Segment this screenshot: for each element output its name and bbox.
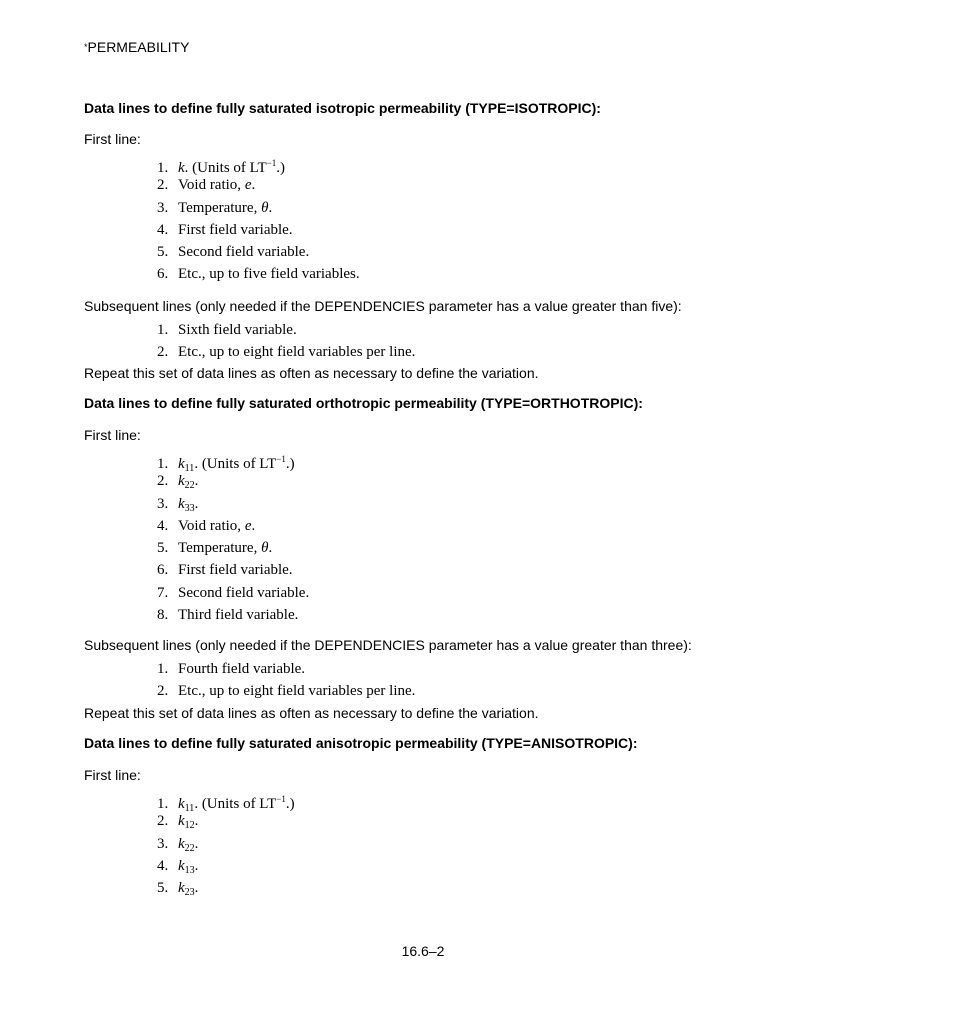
list-item (157, 319, 415, 341)
list-item (157, 197, 360, 219)
list-item (157, 493, 309, 515)
item-number: 6. (157, 266, 169, 283)
first-line-label-anisotropic: First line: (84, 767, 141, 783)
item-units: (Units of LT (198, 456, 277, 472)
item-number: 4. (157, 857, 169, 874)
item-superscript: −1 (276, 454, 286, 464)
item-text: . (251, 177, 256, 194)
page-number: 16.6–2 (401, 943, 445, 959)
list-item (157, 559, 309, 581)
list-item (157, 515, 309, 537)
list-item (157, 537, 309, 559)
item-text: Etc., up to eight field variables per line. (178, 344, 416, 361)
first-line-label-isotropic: First line: (84, 131, 141, 147)
list-item (157, 788, 295, 814)
item-text: Temperature, (178, 540, 262, 557)
list-orthotropic-subsequent (157, 658, 415, 703)
list-item (157, 855, 295, 877)
item-text: First field variable. (178, 221, 293, 238)
list-item (157, 241, 360, 263)
item-text: . (251, 517, 256, 534)
item-subscript: 22 (184, 842, 195, 854)
subsequent-label-isotropic: Subsequent lines (only needed if the DEPENDENCIES parameter has a value greater than five): (84, 298, 682, 314)
item-text: . (268, 540, 273, 557)
running-header (84, 39, 189, 55)
item-units: (Units of LT (198, 796, 277, 812)
item-subscript: 11 (184, 803, 195, 814)
list-item (157, 152, 360, 174)
list-item (157, 658, 415, 680)
item-number: 5. (157, 244, 169, 261)
item-number: 1. (157, 160, 169, 176)
list-item (157, 680, 415, 702)
item-text: . (194, 456, 199, 472)
item-units: .) (285, 796, 295, 812)
item-number: 2. (157, 177, 169, 194)
item-text: . (184, 160, 189, 176)
item-number: 5. (157, 540, 169, 557)
item-number: 3. (157, 835, 169, 852)
section-heading-isotropic: Data lines to define fully saturated isotropic permeability (TYPE=ISOTROPIC): (84, 100, 601, 116)
item-text: . (194, 495, 199, 512)
item-number: 2. (157, 683, 169, 700)
list-item (157, 174, 360, 196)
item-symbol: k (178, 813, 185, 830)
item-number: 3. (157, 199, 169, 216)
item-units: .) (276, 160, 285, 176)
item-number: 7. (157, 584, 169, 601)
item-symbol: k (178, 456, 185, 472)
item-subscript: 23 (184, 887, 195, 899)
subsequent-label-orthotropic: Subsequent lines (only needed if the DEPENDENCIES parameter has a value greater than three): (84, 637, 692, 653)
item-text: Fourth field variable. (178, 661, 306, 677)
item-symbol: e (244, 517, 252, 534)
item-number: 2. (157, 344, 169, 361)
item-text: Third field variable. (178, 607, 299, 624)
item-symbol: e (244, 177, 252, 194)
list-isotropic-first (157, 152, 360, 286)
item-text: First field variable. (178, 562, 293, 579)
item-text: . (194, 880, 199, 897)
item-text: . (194, 473, 199, 490)
item-symbol: k (178, 796, 185, 812)
item-number: 1. (157, 456, 169, 472)
item-units: (Units of LT (188, 160, 267, 176)
page-footer (0, 943, 954, 959)
item-number: 4. (157, 221, 169, 238)
item-number: 1. (157, 322, 169, 338)
list-item (157, 448, 309, 474)
item-subscript: 13 (184, 864, 195, 876)
item-symbol: k (178, 880, 185, 897)
item-units: .) (285, 456, 295, 472)
item-text: Etc., up to eight field variables per line. (178, 683, 416, 700)
item-text: . (268, 199, 273, 216)
list-orthotropic-first (157, 448, 309, 626)
item-number: 2. (157, 813, 169, 830)
list-isotropic-subsequent (157, 319, 415, 364)
item-number: 4. (157, 517, 169, 534)
item-symbol: θ (261, 199, 269, 216)
list-item (157, 341, 415, 363)
item-text: Etc., up to five field variables. (178, 266, 360, 283)
item-text: Second field variable. (178, 244, 310, 261)
item-number: 1. (157, 796, 169, 812)
item-number: 1. (157, 661, 169, 677)
repeat-note-orthotropic: Repeat this set of data lines as often as necessary to define the variation. (84, 705, 539, 721)
list-item (157, 810, 295, 832)
header-title: PERMEABILITY (87, 39, 190, 55)
item-subscript: 12 (184, 820, 195, 832)
item-number: 5. (157, 880, 169, 897)
item-symbol: k (178, 495, 185, 512)
item-text: Void ratio, (178, 177, 245, 194)
item-symbol: k (178, 857, 185, 874)
item-symbol: θ (261, 540, 269, 557)
section-heading-anisotropic: Data lines to define fully saturated anisotropic permeability (TYPE=ANISOTROPIC): (84, 735, 638, 751)
item-superscript: −1 (276, 794, 286, 804)
item-text: . (194, 796, 199, 812)
list-item (157, 833, 295, 855)
list-item (157, 263, 360, 285)
item-symbol: k (178, 473, 185, 490)
item-subscript: 33 (184, 502, 195, 514)
item-text: . (194, 857, 199, 874)
item-text: . (194, 835, 199, 852)
item-symbol: k (178, 160, 185, 176)
item-symbol: k (178, 835, 185, 852)
list-item (157, 582, 309, 604)
item-text: . (194, 813, 199, 830)
list-anisotropic-first (157, 788, 295, 899)
list-item (157, 877, 295, 899)
list-item (157, 604, 309, 626)
list-item (157, 219, 360, 241)
item-text: Second field variable. (178, 584, 310, 601)
item-text: Temperature, (178, 199, 262, 216)
list-item (157, 470, 309, 492)
item-superscript: −1 (266, 158, 277, 168)
item-number: 3. (157, 495, 169, 512)
first-line-label-orthotropic: First line: (84, 427, 141, 443)
header-marker: * (84, 42, 88, 52)
item-number: 2. (157, 473, 169, 490)
item-number: 6. (157, 562, 169, 579)
item-subscript: 22 (184, 480, 195, 492)
item-text: Void ratio, (178, 517, 245, 534)
item-subscript: 11 (184, 463, 195, 474)
item-number: 8. (157, 607, 169, 624)
section-heading-orthotropic: Data lines to define fully saturated orthotropic permeability (TYPE=ORTHOTROPIC): (84, 395, 643, 411)
repeat-note-isotropic: Repeat this set of data lines as often as necessary to define the variation. (84, 365, 539, 381)
item-text: Sixth field variable. (178, 322, 297, 338)
